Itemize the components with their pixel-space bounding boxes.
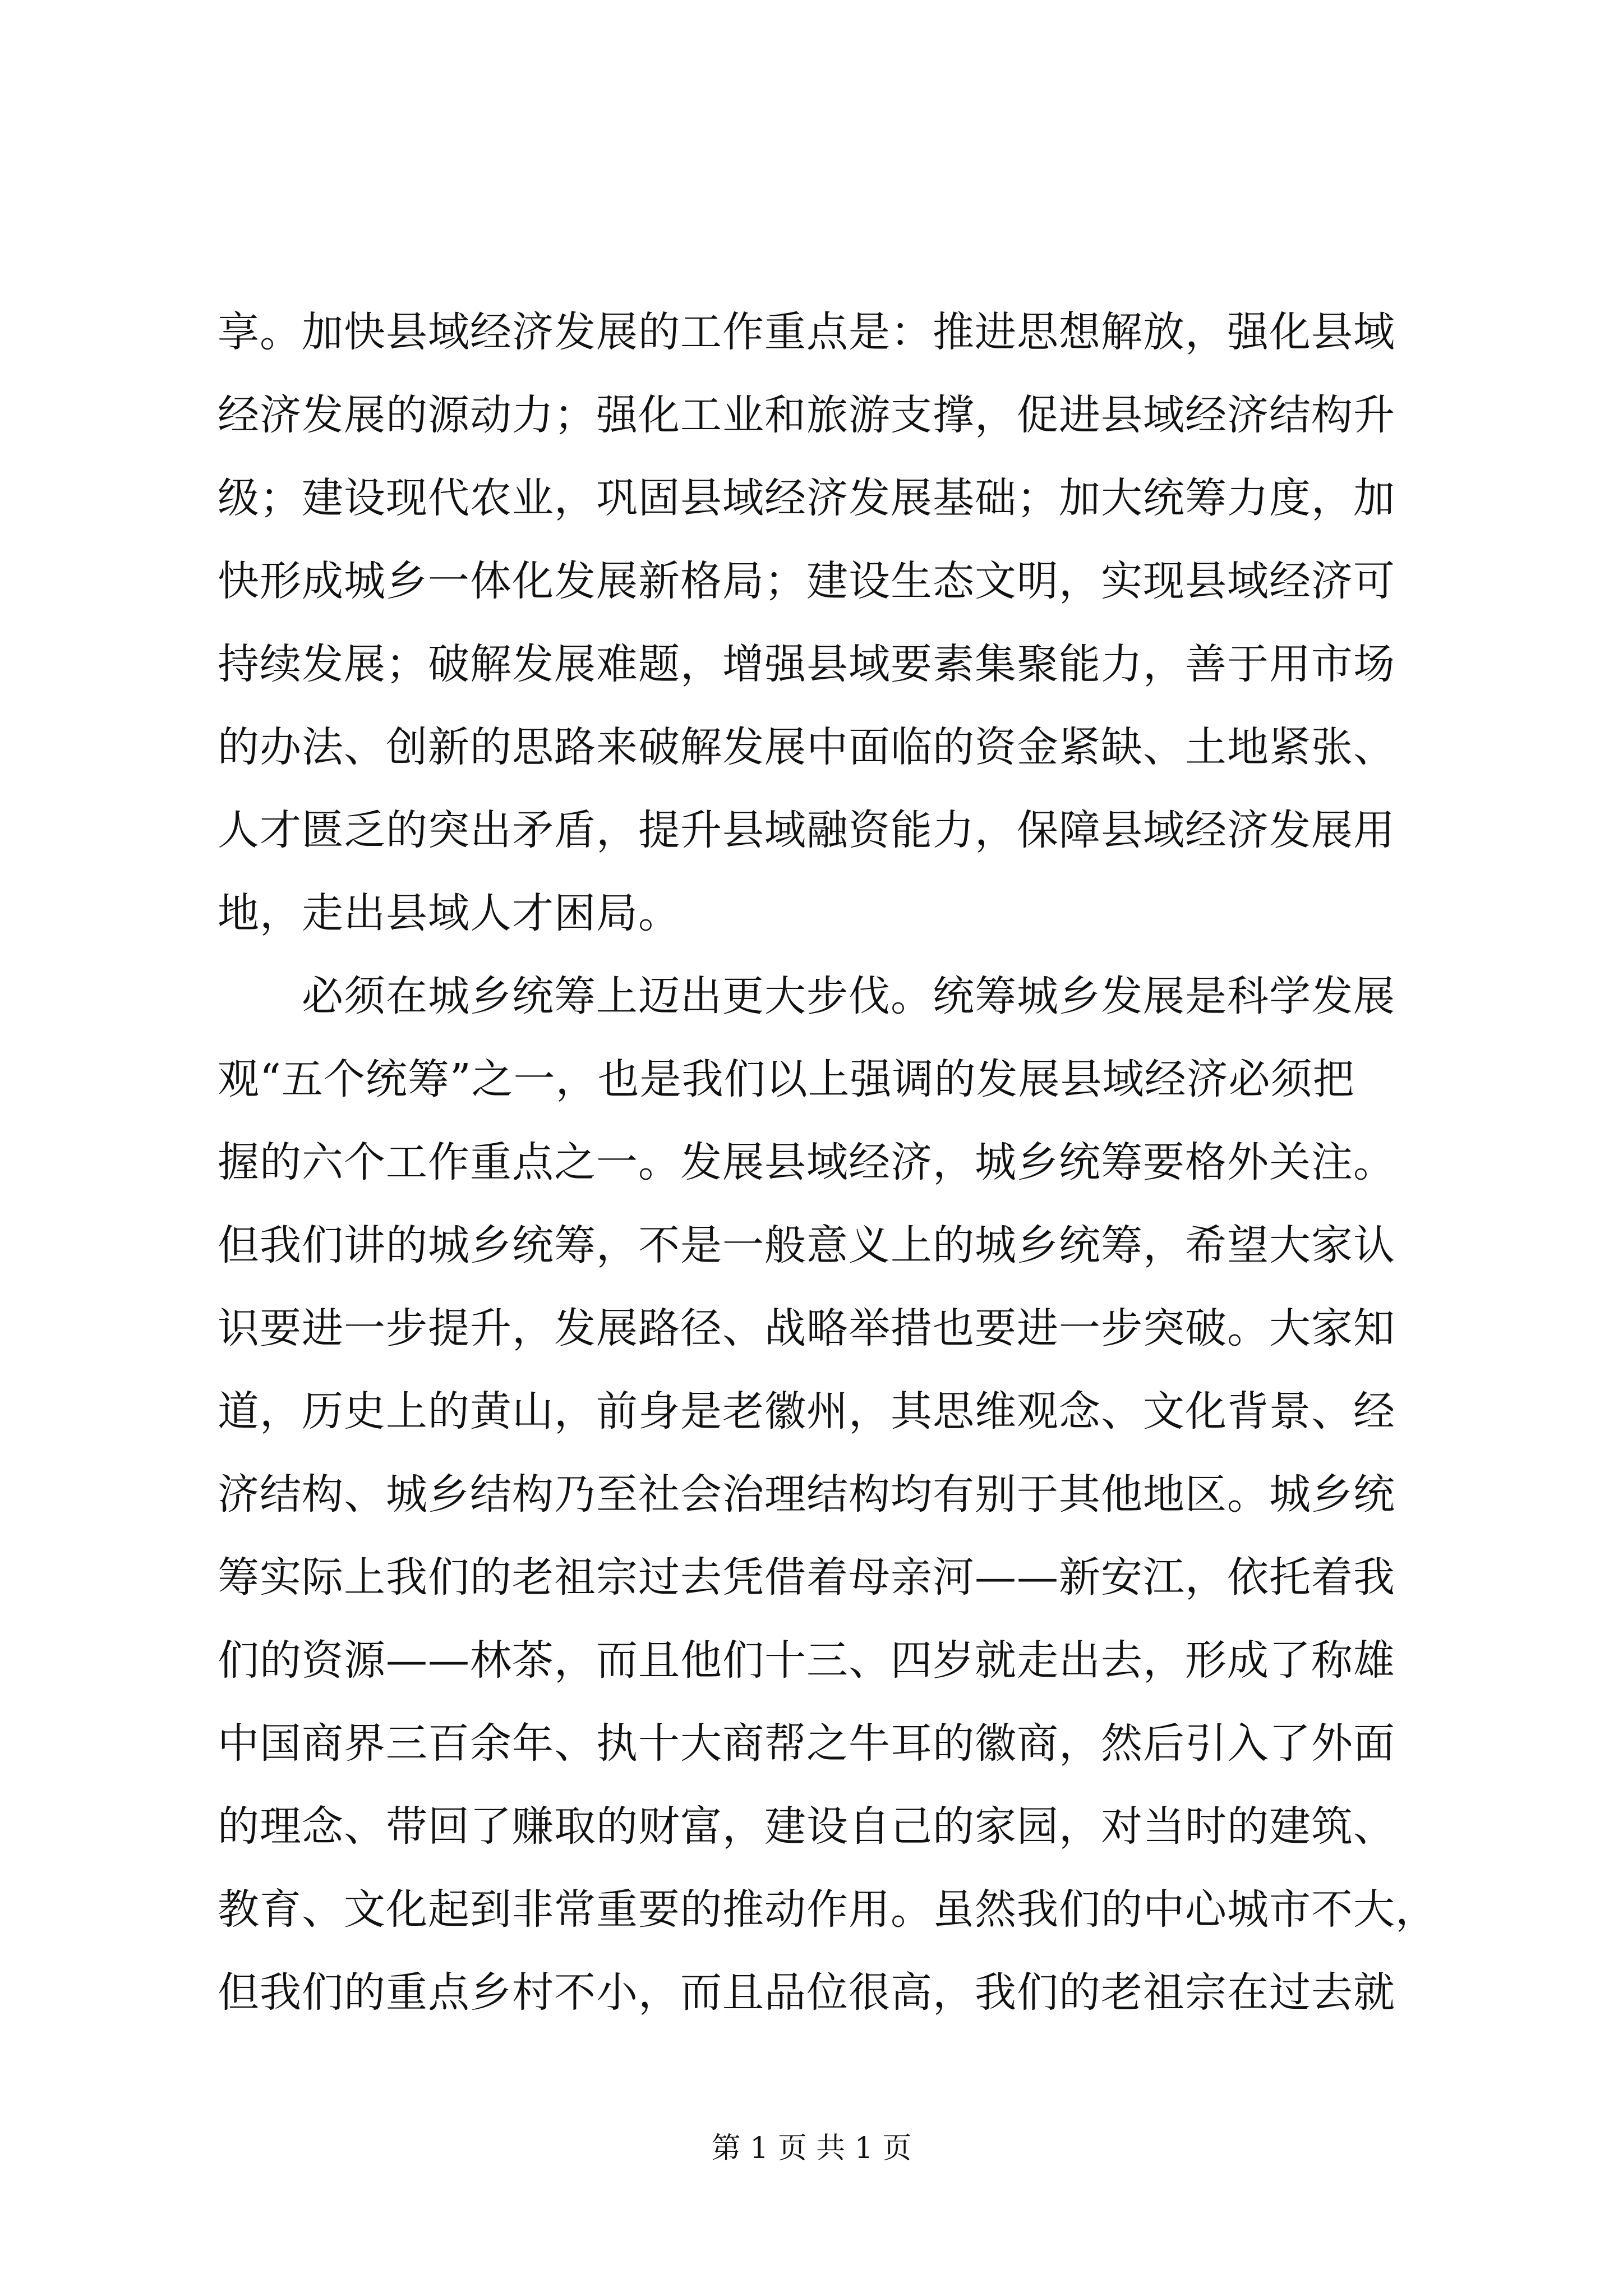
text-line: 道，历史上的黄山，前身是老徽州，其思维观念、文化背景、经 xyxy=(218,1387,1395,1435)
page-number-footer: 第 1 页 共 1 页 xyxy=(711,2132,912,2165)
text-line: 中国商界三百余年、执十大商帮之牛耳的徽商，然后引入了外面 xyxy=(218,1719,1395,1768)
text-line: 人才匮乏的突出矛盾，提升县域融资能力，保障县域经济发展用 xyxy=(218,806,1395,854)
paragraph-first-line: 必须在城乡统筹上迈出更大步伐。统筹城乡发展是科学发展 xyxy=(302,972,1395,1020)
text-line: 教育、文化起到非常重要的推动作用。虽然我们的中心城市不大， xyxy=(218,1885,1437,1934)
text-line: 级；建设现代农业，巩固县域经济发展基础；加大统筹力度，加 xyxy=(218,474,1395,522)
text-line: 的理念、带回了赚取的财富，建设自己的家园，对当时的建筑、 xyxy=(218,1802,1395,1851)
text-line: 济结构、城乡结构乃至社会治理结构均有别于其他地区。城乡统 xyxy=(218,1470,1395,1519)
text-line: 观“五个统筹”之一，也是我们以上强调的发展县域经济必须把 xyxy=(218,1055,1355,1103)
text-line: 持续发展；破解发展难题，增强县域要素集聚能力，善于用市场 xyxy=(218,640,1395,688)
text-line: 经济发展的源动力；强化工业和旅游支撑，促进县域经济结构升 xyxy=(218,391,1395,439)
text-line: 但我们的重点乡村不小，而且品位很高，我们的老祖宗在过去就 xyxy=(218,1968,1395,2017)
text-line: 们的资源——林茶，而且他们十三、四岁就走出去，形成了称雄 xyxy=(218,1636,1395,1685)
document-body xyxy=(218,291,1437,2034)
text-line: 的办法、创新的思路来破解发展中面临的资金紧缺、土地紧张、 xyxy=(218,723,1395,771)
text-line: 享。加快县域经济发展的工作重点是：推进思想解放，强化县域 xyxy=(218,308,1395,356)
text-line: 握的六个工作重点之一。发展县域经济，城乡统筹要格外关注。 xyxy=(218,1138,1395,1186)
text-line: 但我们讲的城乡统筹，不是一般意义上的城乡统筹，希望大家认 xyxy=(218,1221,1395,1269)
text-line: 识要进一步提升，发展路径、战略举措也要进一步突破。大家知 xyxy=(218,1304,1395,1352)
text-line: 筹实际上我们的老祖宗过去凭借着母亲河——新安江，依托着我 xyxy=(218,1553,1395,1602)
text-line: 快形成城乡一体化发展新格局；建设生态文明，实现县域经济可 xyxy=(218,557,1395,605)
text-line: 地，走出县域人才困局。 xyxy=(218,889,680,937)
